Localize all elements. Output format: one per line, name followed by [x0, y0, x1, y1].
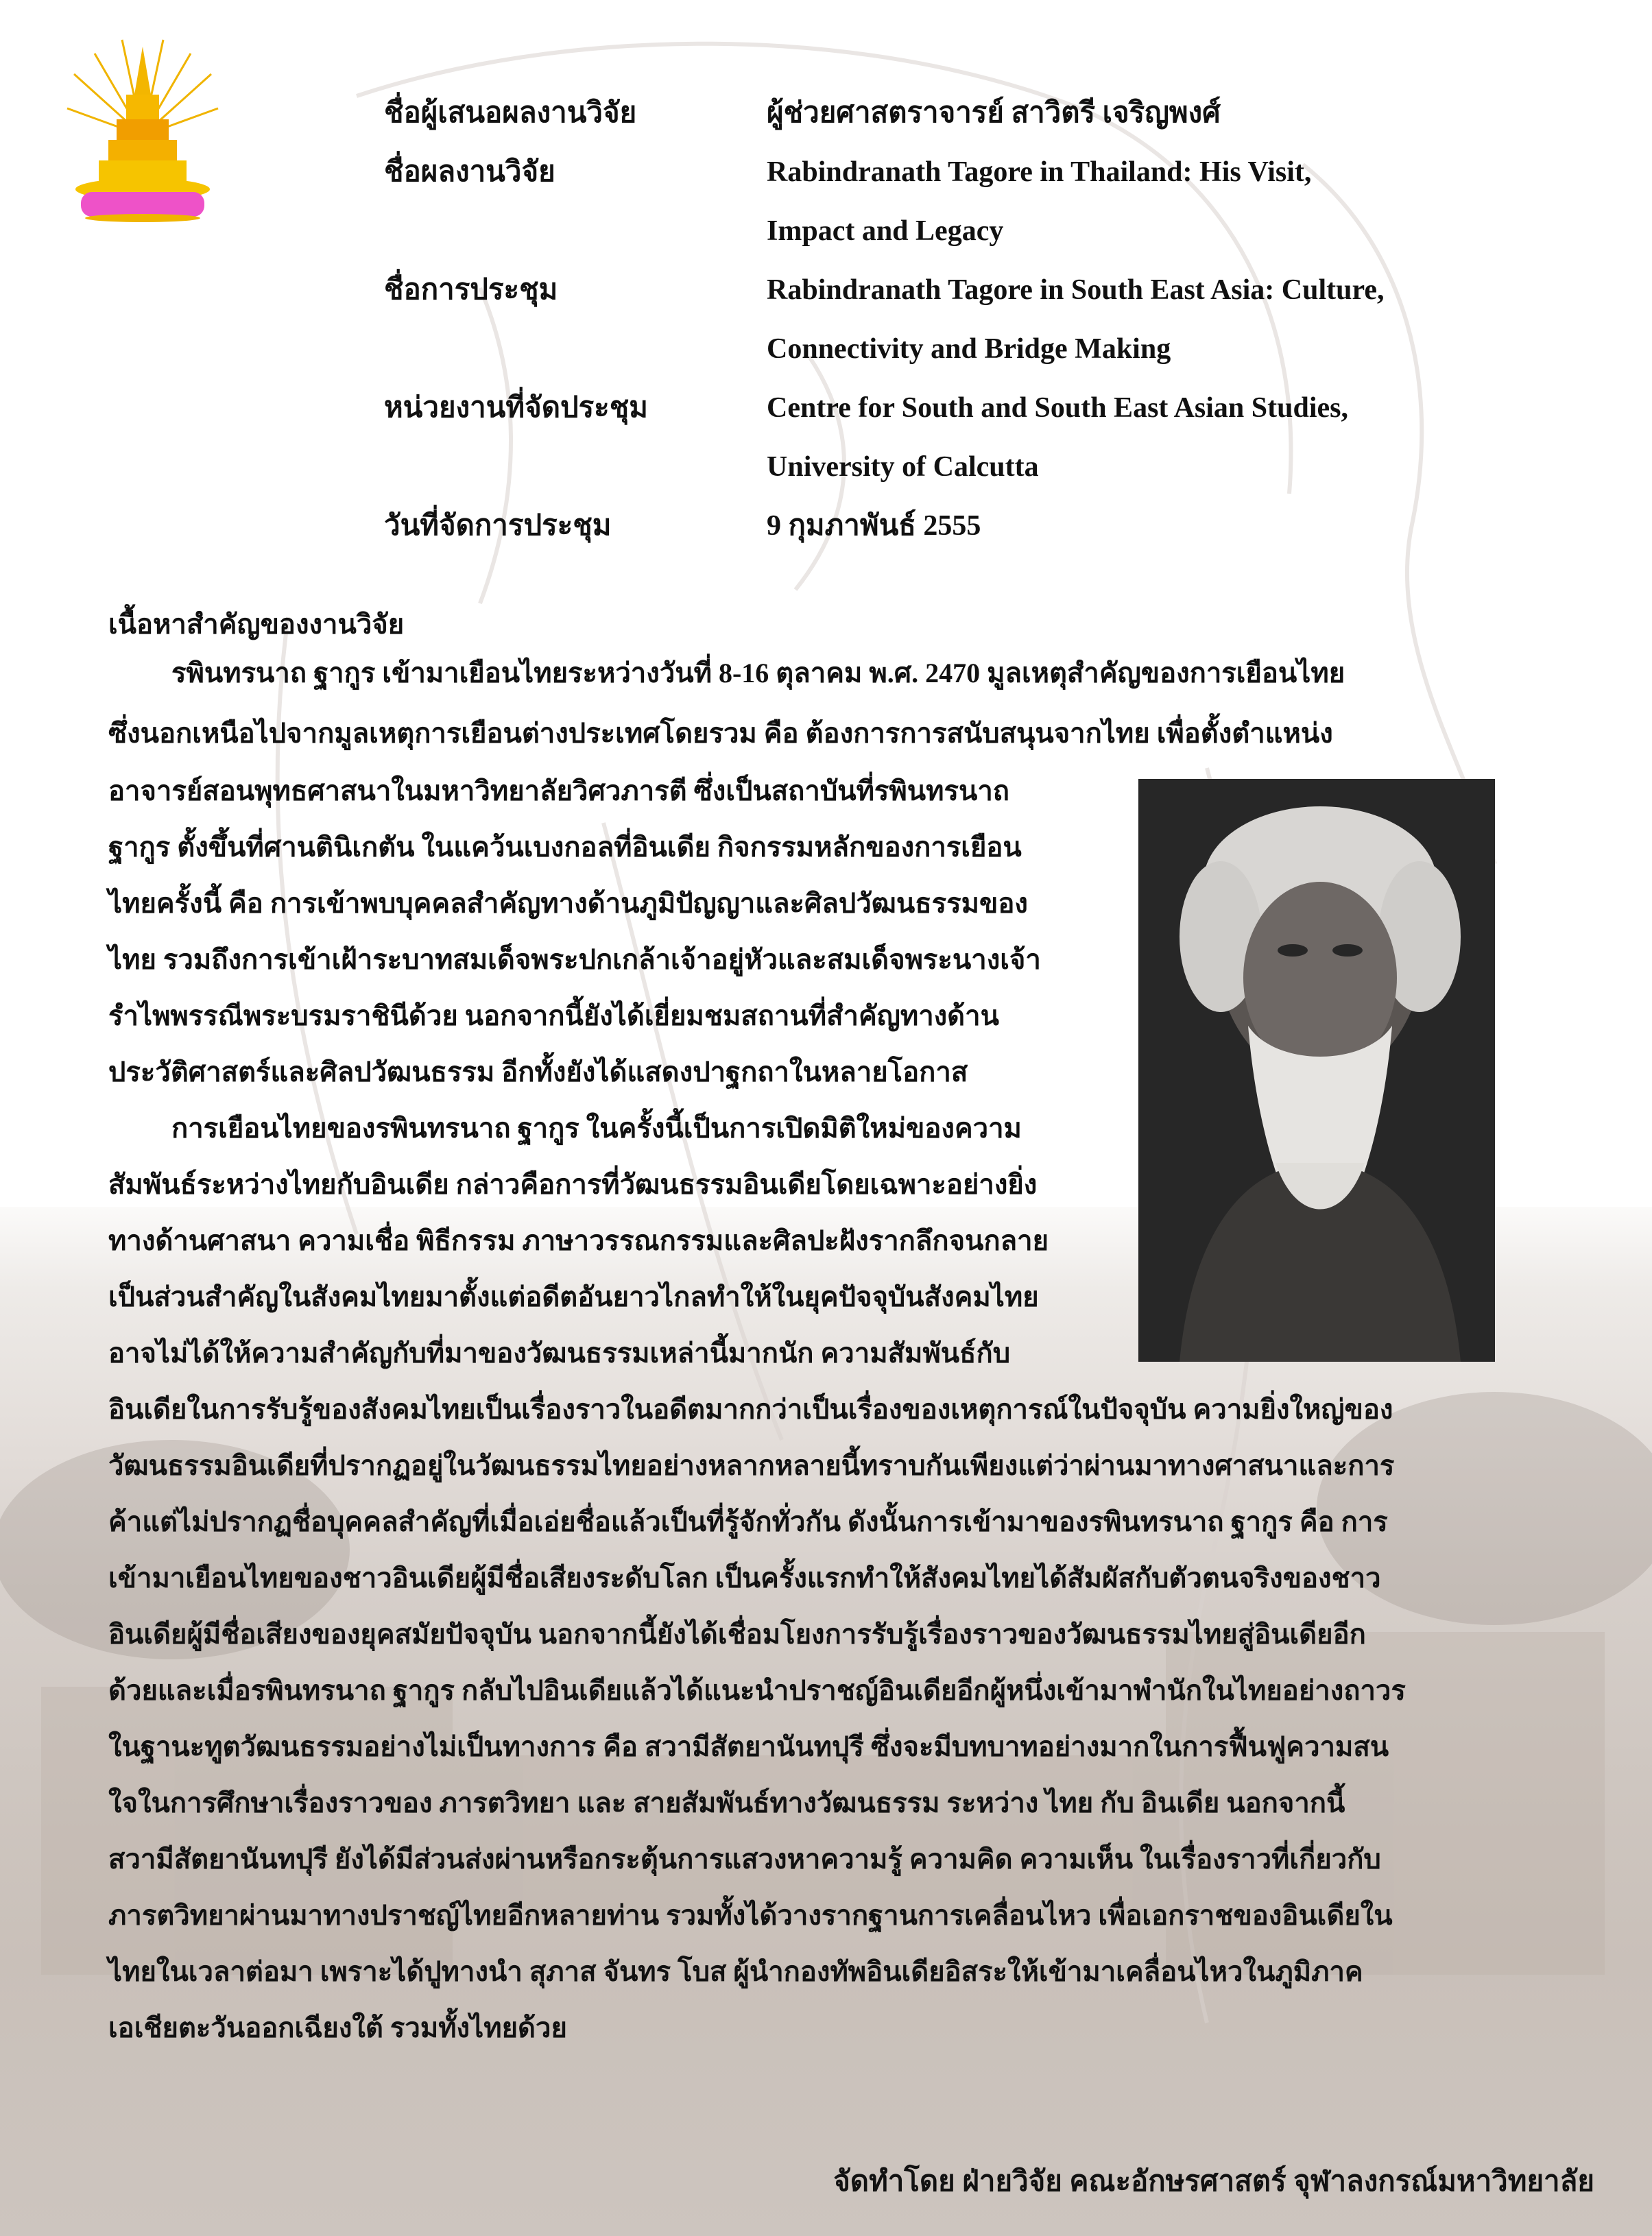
body-line-14: อินเดียในการรับรู้ของสังคมไทยเป็นเรื่องราวในอดีตมากกว่าเป็นเรื่องของเหตุการณ์ในปัจจุบัน ความยิ่งใหญ่ของ [108, 1394, 1393, 1425]
body-line-3: อาจารย์สอนพุทธศาสนาในมหาวิทยาลัยวิศวภารตี ซึ่งเป็นสถาบันที่รพินทรนาถ [108, 776, 1010, 806]
body-line-23: ภารตวิทยาผ่านมาทางปราชญ์ไทยอีกหลายท่าน รวมทั้งได้วางรากฐานการเคลื่อนไหว เพื่อเอกราชของอินเดียใน [108, 1900, 1393, 1931]
conference-line-1: Rabindranath Tagore in South East Asia: Culture, [767, 274, 1385, 306]
conference-date-value: 9 กุมภาพันธ์ 2555 [767, 510, 981, 542]
body-line-17: เข้ามาเยือนไทยของชาวอินเดียผู้มีชื่อเสียงระดับโลก เป็นครั้งแรกทำให้สังคมไทยได้สัมผัสกับตัวตนจริงของชาว [108, 1563, 1381, 1594]
body-line-11: ทางด้านศาสนา ความเชื่อ พิธีกรรม ภาษาวรรณกรรมและศิลปะฝังรากลึกจนกลาย [108, 1225, 1049, 1256]
body-line-12: เป็นส่วนสำคัญในสังคมไทยมาตั้งแต่อดีตอันยาวไกลทำให้ในยุคปัจจุบันสังคมไทย [108, 1282, 1039, 1312]
body-line-1: รพินทรนาถ ฐากูร เข้ามาเยือนไทยระหว่างวันที่ 8-16 ตุลาคม พ.ศ. 2470 มูลเหตุสำคัญของการเยือนไทย [171, 658, 1345, 688]
body-line-25: เอเชียตะวันออกเฉียงใต้ รวมทั้งไทยด้วย [108, 2012, 567, 2043]
body-line-9: การเยือนไทยของรพินทรนาถ ฐากูร ในครั้งนี้เป็นการเปิดมิติใหม่ของความ [171, 1113, 1022, 1144]
conference-label: ชื่อการประชุม [384, 274, 558, 306]
section-title: เนื้อหาสำคัญของงานวิจัย [108, 609, 405, 640]
body-line-5: ไทยครั้งนี้ คือ การเข้าพบบุคคลสำคัญทางด้านภูมิปัญญาและศิลปวัฒนธรรมของ [108, 888, 1028, 919]
university-emblem-logo [60, 33, 225, 225]
body-line-13: อาจไม่ได้ให้ความสำคัญกับที่มาของวัฒนธรรมเหล่านี้มากนัก ความสัมพันธ์กับ [108, 1338, 1011, 1369]
body-line-7: รำไพพรรณีพระบรมราชินีด้วย นอกจากนี้ยังได้เยี่ยมชมสถานที่สำคัญทางด้าน [108, 1000, 999, 1031]
body-line-24: ไทยในเวลาต่อมา เพราะได้ปูทางนำ สุภาส จันทร โบส ผู้นำกองทัพอินเดียอิสระให้เข้ามาเคลื่อนไหวในภูมิภาค [108, 1956, 1363, 1987]
body-line-2: ซึ่งนอกเหนือไปจากมูลเหตุการเยือนต่างประเทศโดยรวม คือ ต้องการการสนับสนุนจากไทย เพื่อตั้งตำแหน่ง [108, 718, 1333, 749]
presenter-label: ชื่อผู้เสนอผลงานวิจัย [384, 97, 637, 129]
body-line-15: วัฒนธรรมอินเดียที่ปรากฏอยู่ในวัฒนธรรมไทยอย่างหลากหลายนี้ทราบกันเพียงแต่ว่าผ่านมาทางศาสนาและการ [108, 1450, 1395, 1481]
research-title-line-1: Rabindranath Tagore in Thailand: His Visit, [767, 156, 1312, 188]
organizer-line-1: Centre for South and South East Asian Studies, [767, 392, 1348, 424]
tagore-portrait-photo [1138, 779, 1495, 1362]
conference-line-2: Connectivity and Bridge Making [767, 333, 1171, 365]
organizer-label: หน่วยงานที่จัดประชุม [384, 392, 648, 424]
research-title-line-2: Impact and Legacy [767, 215, 1004, 247]
body-line-21: ใจในการศึกษาเรื่องราวของ ภารตวิทยา และ สายสัมพันธ์ทางวัฒนธรรม ระหว่าง ไทย กับ อินเดีย นอกจากนี้ [108, 1788, 1345, 1818]
body-line-8: ประวัติศาสตร์และศิลปวัฒนธรรม อีกทั้งยังได้แสดงปาฐกถาในหลายโอกาส [108, 1057, 968, 1087]
body-line-18: อินเดียผู้มีชื่อเสียงของยุคสมัยปัจจุบัน นอกจากนี้ยังได้เชื่อมโยงการรับรู้เรื่องราวของวัฒนธรรมไทยสู่อินเดียอีก [108, 1619, 1366, 1650]
presenter-value: ผู้ช่วยศาสตราจารย์ สาวิตรี เจริญพงศ์ [767, 97, 1221, 129]
body-line-10: สัมพันธ์ระหว่างไทยกับอินเดีย กล่าวคือการที่วัฒนธรรมอินเดียโดยเฉพาะอย่างยิ่ง [108, 1169, 1038, 1200]
body-line-4: ฐากูร ตั้งขึ้นที่ศานตินิเกตัน ในแคว้นเบงกอลที่อินเดีย กิจกรรมหลักของการเยือน [108, 832, 1022, 863]
body-line-19: ด้วยและเมื่อรพินทรนาถ ฐากูร กลับไปอินเดียแล้วได้แนะนำปราชญ์อินเดียอีกผู้หนึ่งเข้ามาพำนักในไทยอย่างถาวร [108, 1675, 1406, 1706]
conference-date-label: วันที่จัดการประชุม [384, 510, 612, 542]
organizer-line-2: University of Calcutta [767, 451, 1039, 483]
research-title-label: ชื่อผลงานวิจัย [384, 156, 555, 188]
body-line-16: ค้าแต่ไม่ปรากฏชื่อบุคคลสำคัญที่เมื่อเอ่ยชื่อแล้วเป็นที่รู้จักทั่วกัน ดังนั้นการเข้ามาของรพินทรนาถ ฐากูร คือ การ [108, 1506, 1388, 1537]
body-line-20: ในฐานะทูตวัฒนธรรมอย่างไม่เป็นทางการ คือ สวามีสัตยานันทปุรี ซึ่งจะมีบทบาทอย่างมากในการฟื้นฟูความสน [108, 1731, 1389, 1762]
body-line-22: สวามีสัตยานันทปุรี ยังได้มีส่วนส่งผ่านหรือกระตุ้นการแสวงหาความรู้ ความคิด ความเห็น ในเรื่องราวที่เกี่ยวกับ [108, 1844, 1381, 1875]
footer-credit: จัดทำโดย ฝ่ายวิจัย คณะอักษรศาสตร์ จุฬาลงกรณ์มหาวิทยาลัย [833, 2166, 1594, 2198]
body-line-6: ไทย รวมถึงการเข้าเฝ้าระบาทสมเด็จพระปกเกล้าเจ้าอยู่หัวและสมเด็จพระนางเจ้า [108, 944, 1041, 975]
